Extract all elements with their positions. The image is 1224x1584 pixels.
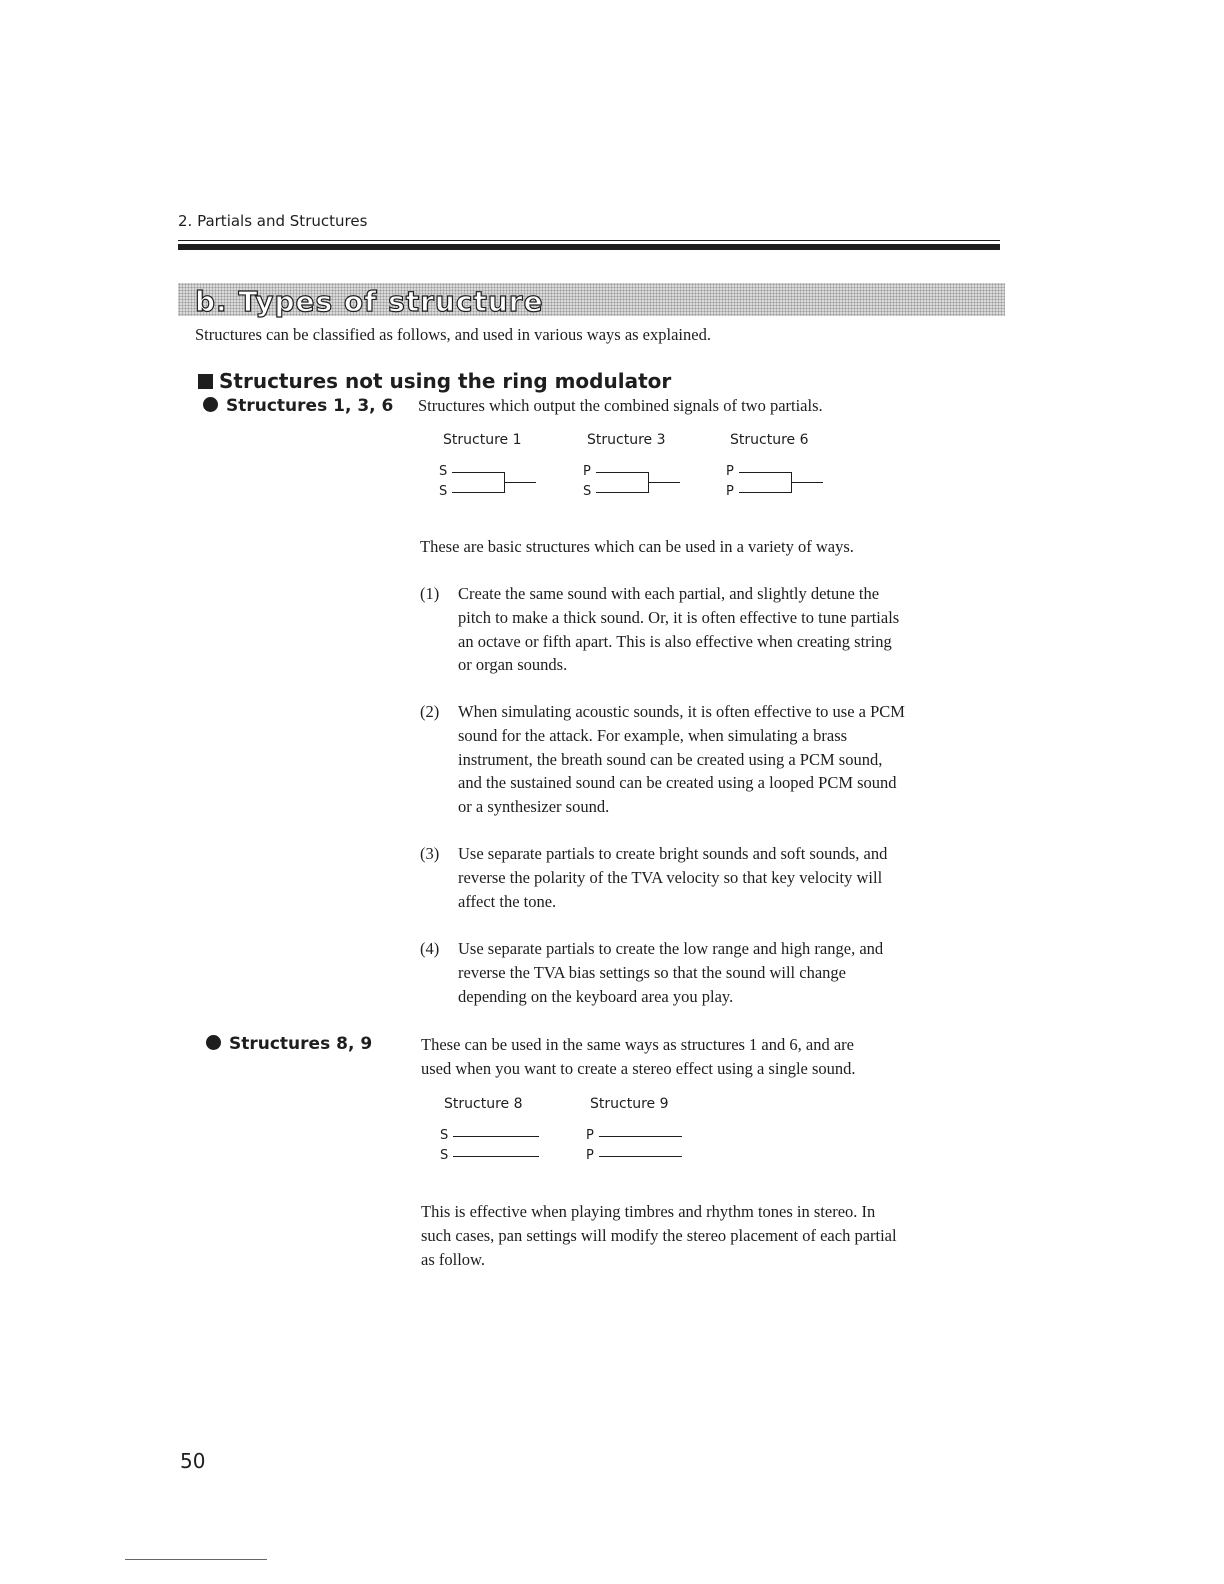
subsection-title: Structures not using the ring modulator: [219, 369, 672, 393]
list-item: [458, 700, 1004, 819]
item-line: When simulating acoustic sounds, it is often effective to use a PCM: [458, 702, 905, 721]
closing-line: such cases, pan settings will modify the stereo placement of each partial: [421, 1226, 897, 1245]
item-line: an octave or fifth apart. This is also effective when creating string: [458, 631, 892, 651]
partial-letter-bottom: S: [439, 484, 448, 499]
partial-letter-bottom: S: [440, 1148, 449, 1163]
closing-line: as follow.: [421, 1250, 486, 1269]
structure-diagram: [583, 1094, 703, 1169]
subsection-heading: [198, 369, 671, 393]
diagram-label: Structure 1: [443, 432, 522, 448]
signal-line: [599, 1156, 682, 1157]
square-bullet-icon: [198, 374, 213, 389]
description-line: These can be used in the same ways as structures 1 and 6, and are: [421, 1035, 854, 1054]
item-line: or a synthesizer sound.: [458, 797, 610, 817]
signal-line: [453, 1156, 539, 1157]
item-line: Create the same sound with each partial, and slightly detune the: [458, 584, 880, 603]
signal-line: [452, 492, 504, 493]
item-line: pitch to make a thick sound. Or, it is often effective to tune partials: [458, 607, 900, 627]
partial-letter-top: P: [726, 464, 734, 479]
group2-closing: [421, 1200, 1007, 1272]
partial-letter-bottom: S: [583, 484, 592, 499]
item-line: sound for the attack. For example, when simulating a brass: [458, 725, 848, 745]
item-number: (2): [420, 702, 440, 721]
partial-letter-top: P: [583, 464, 591, 479]
diagram-label: Structure 3: [587, 432, 666, 448]
group2-heading-text: Structures 8, 9: [229, 1034, 373, 1054]
partial-letter-bottom: P: [726, 484, 734, 499]
group1-description: Structures which output the combined signals of two partials.: [418, 396, 823, 415]
group2-description: [421, 1033, 1006, 1081]
page-number: 50: [180, 1449, 206, 1473]
structure-diagram: [437, 430, 557, 505]
item-line: depending on the keyboard area you play.: [458, 986, 734, 1006]
group1-heading-text: Structures 1, 3, 6: [226, 396, 394, 416]
diagram-label: Structure 9: [590, 1096, 669, 1112]
output-line: [648, 482, 680, 483]
running-header: 2. Partials and Structures: [178, 212, 368, 230]
closing-line: This is effective when playing timbres and rhythm tones in stereo. In: [421, 1202, 876, 1221]
signal-line: [453, 1136, 539, 1137]
item-line: Use separate partials to create the low range and high range, and: [458, 939, 884, 958]
description-line: used when you want to create a stereo effect using a single sound.: [421, 1059, 856, 1078]
item-line: affect the tone.: [458, 891, 557, 911]
partial-letter-bottom: P: [586, 1148, 594, 1163]
group1-summary: These are basic structures which can be used in a variety of ways.: [420, 537, 854, 556]
header-rule-thin: [178, 240, 1000, 241]
output-line: [791, 482, 823, 483]
partial-letter-top: S: [439, 464, 448, 479]
round-bullet-icon: [206, 1035, 221, 1050]
item-line: and the sustained sound can be created using a looped PCM sound: [458, 773, 897, 793]
footer-rule: [125, 1559, 267, 1560]
item-line: reverse the polarity of the TVA velocity so that key velocity will: [458, 867, 883, 887]
item-line: Use separate partials to create bright sounds and soft sounds, and: [458, 844, 888, 863]
signal-line: [596, 472, 648, 473]
output-line: [504, 482, 536, 483]
diagram-label: Structure 8: [444, 1096, 523, 1112]
partial-letter-top: S: [440, 1128, 449, 1143]
signal-line: [452, 472, 504, 473]
item-number: (3): [420, 844, 440, 863]
partial-letter-top: P: [586, 1128, 594, 1143]
structure-diagram: [723, 430, 843, 505]
signal-line: [596, 492, 648, 493]
structure-diagram: [437, 1094, 557, 1169]
section-intro: Structures can be classified as follows, and used in various ways as explained.: [195, 325, 711, 344]
item-line: reverse the TVA bias settings so that the sound will change: [458, 962, 846, 982]
round-bullet-icon: [203, 397, 218, 412]
group2-heading: [206, 1034, 372, 1054]
signal-line: [739, 472, 791, 473]
section-title: b. Types of structure: [195, 285, 544, 318]
group1-heading: [203, 396, 393, 416]
signal-line: [739, 492, 791, 493]
item-number: (1): [420, 584, 440, 603]
header-rule-thick: [178, 244, 1000, 250]
signal-line: [599, 1136, 682, 1137]
list-item: [458, 842, 1004, 913]
list-item: [458, 937, 1004, 1008]
item-number: (4): [420, 939, 440, 958]
list-item: [458, 582, 1004, 677]
diagram-label: Structure 6: [730, 432, 809, 448]
item-line: or organ sounds.: [458, 655, 568, 675]
structure-diagram: [580, 430, 700, 505]
item-line: instrument, the breath sound can be created using a PCM sound,: [458, 749, 883, 769]
